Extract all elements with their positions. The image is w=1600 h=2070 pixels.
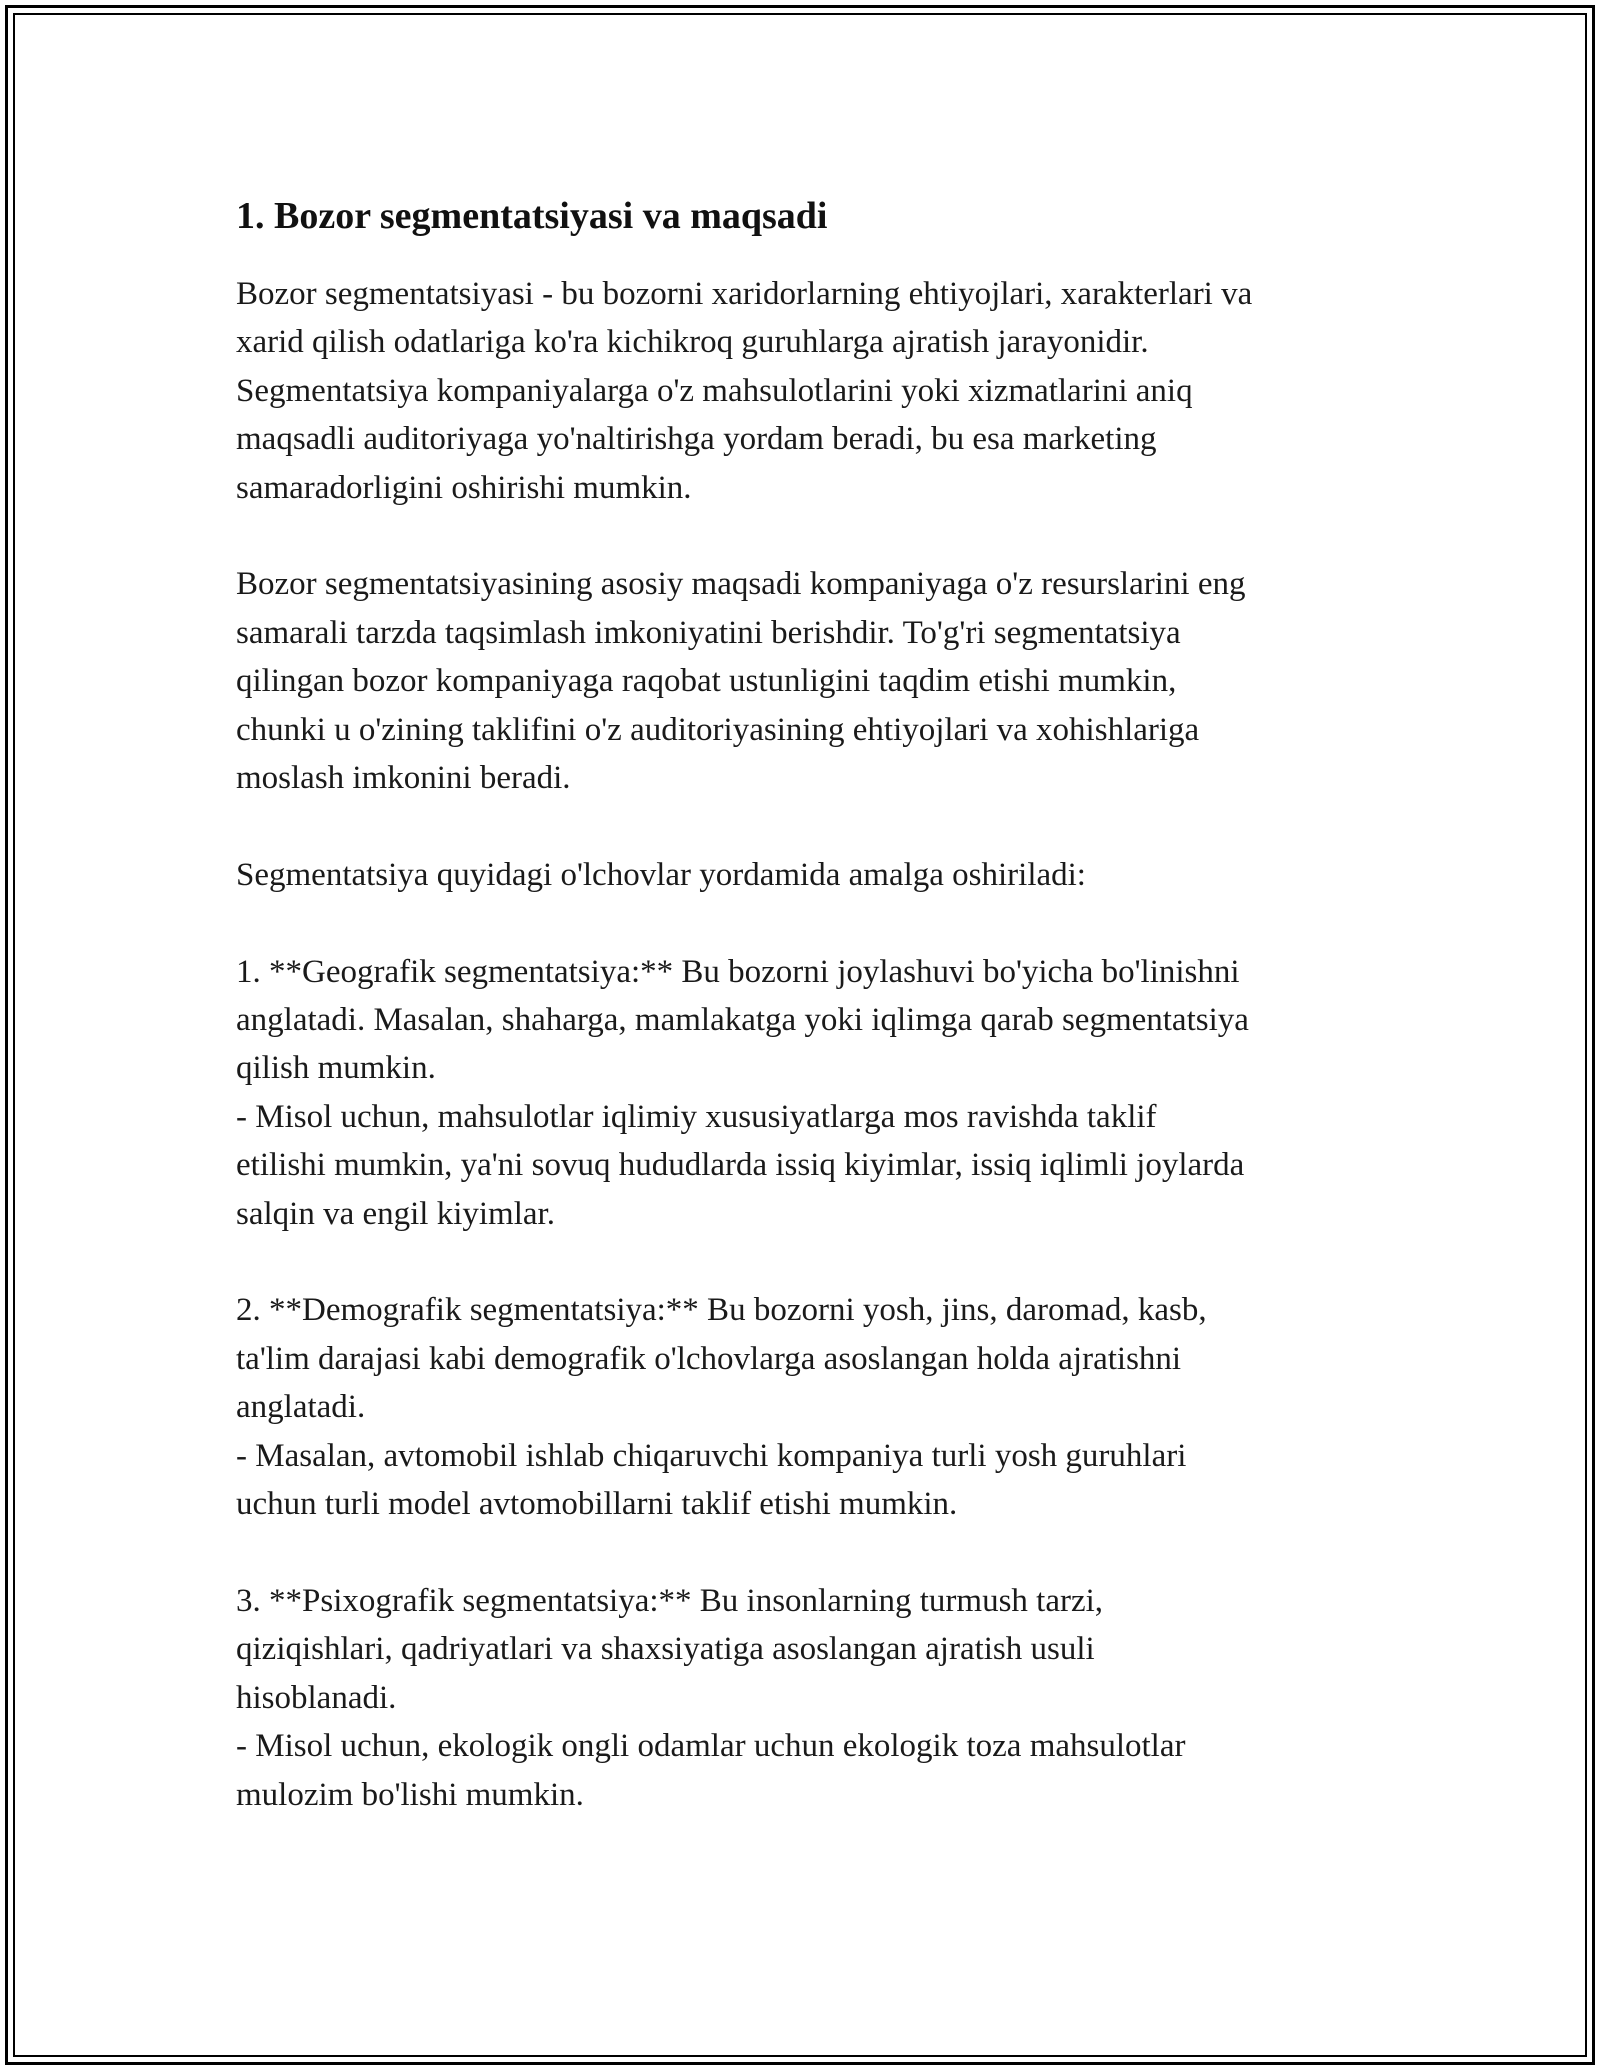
paragraph-definition: Bozor segmentatsiyasi - bu bozorni xaridorlarning ehtiyojlari, xarakterlari va xarid qilish odatlariga ko'ra kichikroq guruhlarga ajratish jarayonidir. Segmentatsiya kompaniyalarga o'z mahsulotlarini yoki xizmatlarini aniq maqsadli auditoriyaga yo'naltirishga yordam beradi, bu esa marketing samaradorligini oshirishi mumkin. [236, 276, 1253, 506]
paragraph-gap [236, 802, 1376, 850]
paragraph-purpose: Bozor segmentatsiyasining asosiy maqsadi kompaniyaga o'z resurslarini eng samarali tarzda taqsimlash imkoniyatini berishdir. To'g'ri segmentatsiya qilingan bozor kompaniyaga raqobat ustunligini taqdim etishi mumkin, chunki u o'zining taklifini o'z auditoriyasining ehtiyojlari va xohishlariga moslash imkonini beradi. [236, 566, 1246, 797]
paragraph-gap [236, 512, 1376, 560]
list-item-psychographic: 3. **Psixografik segmentatsiya:** Bu insonlarning turmush tarzi, qiziqishlari, qadriyatlari va shaxsiyatiga asoslangan ajratish usuli hisoblanadi. - Misol uchun, ekologik ongli odamlar uchun ekologik toza mahsulotlar mulozim bo'lishi mumkin. [236, 1582, 1186, 1813]
paragraph-gap [236, 899, 1376, 947]
paragraph-dimensions-intro: Segmentatsiya quyidagi o'lchovlar yordamida amalga oshiriladi: [236, 856, 1086, 893]
list-item-demographic: 2. **Demografik segmentatsiya:** Bu bozorni yosh, jins, daromad, kasb, ta'lim darajasi kabi demografik o'lchovlarga asoslangan holda ajratishni anglatadi. - Masalan, avtomobil ishlab chiqaruvchi kompaniya turli yosh guruhlari uchun turli model avtomobillarni taklif etishi mumkin. [236, 1292, 1207, 1523]
paragraph-gap [236, 1529, 1376, 1577]
section-heading: 1. Bozor segmentatsiyasi va maqsadi [236, 195, 828, 237]
document-body [236, 188, 1376, 1819]
paragraph-gap [236, 1238, 1376, 1286]
list-item-geographic: 1. **Geografik segmentatsiya:** Bu bozorni joylashuvi bo'yicha bo'linishni anglatadi. Masalan, shaharga, mamlakatga yoki iqlimga qarab segmentatsiya qilish mumkin. - Misol uchun, mahsulotlar iqlimiy xususiyatlarga mos ravishda taklif etilishi mumkin, ya'ni sovuq hududlarda issiq kiyimlar, issiq iqlimli joylarda salqin va engil kiyimlar. [236, 953, 1249, 1232]
